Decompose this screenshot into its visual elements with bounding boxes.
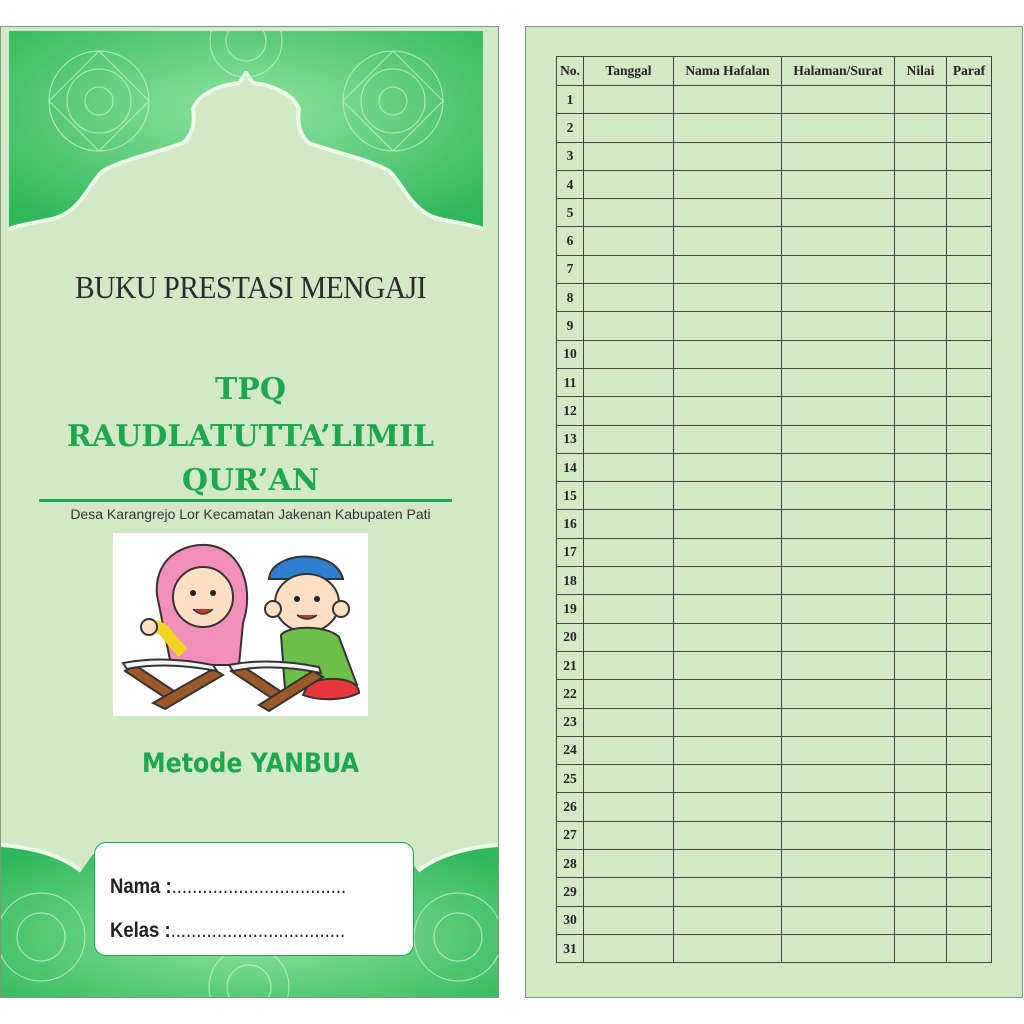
date-cell[interactable] — [584, 199, 674, 227]
memorization-cell[interactable] — [674, 736, 782, 764]
table-row — [557, 340, 992, 368]
page-surah-cell[interactable] — [782, 227, 895, 255]
page-surah-cell[interactable] — [782, 142, 895, 170]
memorization-cell[interactable] — [674, 934, 782, 962]
row-number: 3 — [557, 142, 584, 170]
score-cell[interactable] — [895, 595, 947, 623]
header-score: Nilai — [895, 57, 947, 86]
memorization-cell[interactable] — [674, 567, 782, 595]
school-name-line-2: RAUDLATUTTA’LIMIL — [66, 419, 435, 454]
score-cell[interactable] — [895, 736, 947, 764]
row-number: 22 — [557, 680, 584, 708]
table-row — [557, 850, 992, 878]
row-number: 20 — [557, 623, 584, 651]
memorization-cell[interactable] — [674, 821, 782, 849]
table-row — [557, 736, 992, 764]
class-field-row[interactable] — [110, 919, 345, 943]
memorization-cell[interactable] — [674, 850, 782, 878]
name-blank: .................................. — [171, 875, 347, 898]
table-row — [557, 227, 992, 255]
memorization-cell[interactable] — [674, 170, 782, 198]
score-cell[interactable] — [895, 255, 947, 283]
signature-cell[interactable] — [947, 708, 992, 736]
signature-cell[interactable] — [947, 906, 992, 934]
page-surah-cell[interactable] — [782, 368, 895, 396]
table-row — [557, 368, 992, 396]
page-surah-cell[interactable] — [782, 255, 895, 283]
date-cell[interactable] — [584, 86, 674, 114]
signature-cell[interactable] — [947, 397, 992, 425]
memorization-cell[interactable] — [674, 906, 782, 934]
page-surah-cell[interactable] — [782, 651, 895, 679]
signature-cell[interactable] — [947, 368, 992, 396]
student-identity-box — [94, 842, 414, 956]
children-reading-quran-illustration — [113, 533, 368, 716]
date-cell[interactable] — [584, 567, 674, 595]
row-number: 16 — [557, 510, 584, 538]
row-number: 11 — [557, 368, 584, 396]
row-number: 18 — [557, 567, 584, 595]
date-cell[interactable] — [584, 906, 674, 934]
score-cell[interactable] — [895, 284, 947, 312]
page-surah-cell[interactable] — [782, 680, 895, 708]
table-row — [557, 170, 992, 198]
header-memorization: Nama Hafalan — [674, 57, 782, 86]
signature-cell[interactable] — [947, 567, 992, 595]
memorization-cell[interactable] — [674, 482, 782, 510]
score-cell[interactable] — [895, 170, 947, 198]
page-surah-cell[interactable] — [782, 934, 895, 962]
memorization-cell[interactable] — [674, 708, 782, 736]
score-cell[interactable] — [895, 510, 947, 538]
table-row — [557, 651, 992, 679]
date-cell[interactable] — [584, 595, 674, 623]
date-cell[interactable] — [584, 765, 674, 793]
table-header-row — [557, 57, 992, 86]
memorization-cell[interactable] — [674, 199, 782, 227]
row-number: 25 — [557, 765, 584, 793]
school-name-line-1: TPQ — [214, 372, 286, 407]
date-cell[interactable] — [584, 934, 674, 962]
signature-cell[interactable] — [947, 142, 992, 170]
header-page-surah: Halaman/Surat — [782, 57, 895, 86]
class-label: Kelas : — [110, 919, 171, 942]
table-row — [557, 284, 992, 312]
table-row — [557, 425, 992, 453]
signature-cell[interactable] — [947, 538, 992, 566]
book-title: BUKU PRESTASI MENGAJI — [74, 269, 427, 305]
mosque-arch-ornament — [9, 31, 483, 233]
score-cell[interactable] — [895, 368, 947, 396]
signature-cell[interactable] — [947, 312, 992, 340]
table-row — [557, 199, 992, 227]
row-number: 13 — [557, 425, 584, 453]
row-number: 6 — [557, 227, 584, 255]
method-label: Metode YANBUA — [141, 748, 360, 779]
date-cell[interactable] — [584, 482, 674, 510]
date-cell[interactable] — [584, 821, 674, 849]
table-row — [557, 142, 992, 170]
signature-cell[interactable] — [947, 651, 992, 679]
memorization-cell[interactable] — [674, 397, 782, 425]
date-cell[interactable] — [584, 114, 674, 142]
table-row — [557, 114, 992, 142]
page-surah-cell[interactable] — [782, 425, 895, 453]
page-surah-cell[interactable] — [782, 793, 895, 821]
score-cell[interactable] — [895, 482, 947, 510]
score-cell[interactable] — [895, 397, 947, 425]
memorization-cell[interactable] — [674, 765, 782, 793]
date-cell[interactable] — [584, 623, 674, 651]
table-row — [557, 623, 992, 651]
record-page — [525, 26, 1023, 998]
signature-cell[interactable] — [947, 284, 992, 312]
page-surah-cell[interactable] — [782, 312, 895, 340]
memorization-cell[interactable] — [674, 312, 782, 340]
memorization-cell[interactable] — [674, 114, 782, 142]
signature-cell[interactable] — [947, 86, 992, 114]
signature-cell[interactable] — [947, 850, 992, 878]
date-cell[interactable] — [584, 397, 674, 425]
school-address: Desa Karangrejo Lor Kecamatan Jakenan Kabupaten Pati — [70, 506, 431, 522]
memorization-cell[interactable] — [674, 368, 782, 396]
table-row — [557, 906, 992, 934]
header-signature: Paraf — [947, 57, 992, 86]
row-number: 30 — [557, 906, 584, 934]
row-number: 31 — [557, 934, 584, 962]
score-cell[interactable] — [895, 765, 947, 793]
page-surah-cell[interactable] — [782, 850, 895, 878]
table-row — [557, 482, 992, 510]
table-row — [557, 878, 992, 906]
date-cell[interactable] — [584, 284, 674, 312]
score-cell[interactable] — [895, 850, 947, 878]
date-cell[interactable] — [584, 255, 674, 283]
signature-cell[interactable] — [947, 510, 992, 538]
table-row — [557, 255, 992, 283]
score-cell[interactable] — [895, 623, 947, 651]
memorization-cell[interactable] — [674, 255, 782, 283]
memorization-cell[interactable] — [674, 623, 782, 651]
row-number: 10 — [557, 340, 584, 368]
row-number: 1 — [557, 86, 584, 114]
memorization-cell[interactable] — [674, 538, 782, 566]
name-label: Nama : — [110, 875, 172, 898]
memorization-cell[interactable] — [674, 453, 782, 481]
page-surah-cell[interactable] — [782, 821, 895, 849]
row-number: 12 — [557, 397, 584, 425]
score-cell[interactable] — [895, 538, 947, 566]
signature-cell[interactable] — [947, 878, 992, 906]
row-number: 28 — [557, 850, 584, 878]
page-surah-cell[interactable] — [782, 567, 895, 595]
date-cell[interactable] — [584, 170, 674, 198]
table-row — [557, 793, 992, 821]
page-surah-cell[interactable] — [782, 906, 895, 934]
table-row — [557, 86, 992, 114]
table-row — [557, 680, 992, 708]
score-cell[interactable] — [895, 793, 947, 821]
row-number: 27 — [557, 821, 584, 849]
date-cell[interactable] — [584, 425, 674, 453]
date-cell[interactable] — [584, 538, 674, 566]
memorization-cell[interactable] — [674, 651, 782, 679]
date-cell[interactable] — [584, 312, 674, 340]
score-cell[interactable] — [895, 821, 947, 849]
memorization-cell[interactable] — [674, 227, 782, 255]
header-no: No. — [557, 57, 584, 86]
date-cell[interactable] — [584, 227, 674, 255]
table-row — [557, 595, 992, 623]
memorization-cell[interactable] — [674, 878, 782, 906]
memorization-cell[interactable] — [674, 142, 782, 170]
page-surah-cell[interactable] — [782, 453, 895, 481]
row-number: 14 — [557, 453, 584, 481]
page-surah-cell[interactable] — [782, 878, 895, 906]
row-number: 17 — [557, 538, 584, 566]
signature-cell[interactable] — [947, 680, 992, 708]
page-surah-cell[interactable] — [782, 199, 895, 227]
table-row — [557, 510, 992, 538]
score-cell[interactable] — [895, 114, 947, 142]
school-name-line-3: QUR’AN — [181, 463, 320, 498]
signature-cell[interactable] — [947, 765, 992, 793]
memorization-cell[interactable] — [674, 793, 782, 821]
table-row — [557, 765, 992, 793]
score-cell[interactable] — [895, 425, 947, 453]
score-cell[interactable] — [895, 651, 947, 679]
row-number: 29 — [557, 878, 584, 906]
table-row — [557, 567, 992, 595]
page-surah-cell[interactable] — [782, 482, 895, 510]
date-cell[interactable] — [584, 368, 674, 396]
table-row — [557, 453, 992, 481]
table-row — [557, 538, 992, 566]
signature-cell[interactable] — [947, 595, 992, 623]
memorization-cell[interactable] — [674, 284, 782, 312]
signature-cell[interactable] — [947, 199, 992, 227]
row-number: 19 — [557, 595, 584, 623]
score-cell[interactable] — [895, 878, 947, 906]
table-row — [557, 708, 992, 736]
page-surah-cell[interactable] — [782, 765, 895, 793]
row-number: 26 — [557, 793, 584, 821]
page-surah-cell[interactable] — [782, 86, 895, 114]
page-surah-cell[interactable] — [782, 397, 895, 425]
page-surah-cell[interactable] — [782, 510, 895, 538]
memorization-cell[interactable] — [674, 680, 782, 708]
signature-cell[interactable] — [947, 255, 992, 283]
memorization-cell[interactable] — [674, 595, 782, 623]
page-surah-cell[interactable] — [782, 595, 895, 623]
score-cell[interactable] — [895, 906, 947, 934]
signature-cell[interactable] — [947, 114, 992, 142]
signature-cell[interactable] — [947, 340, 992, 368]
date-cell[interactable] — [584, 680, 674, 708]
header-date: Tanggal — [584, 57, 674, 86]
row-number: 5 — [557, 199, 584, 227]
date-cell[interactable] — [584, 878, 674, 906]
signature-cell[interactable] — [947, 623, 992, 651]
date-cell[interactable] — [584, 510, 674, 538]
row-number: 21 — [557, 651, 584, 679]
signature-cell[interactable] — [947, 453, 992, 481]
date-cell[interactable] — [584, 651, 674, 679]
table-row — [557, 397, 992, 425]
date-cell[interactable] — [584, 142, 674, 170]
row-number: 4 — [557, 170, 584, 198]
score-cell[interactable] — [895, 708, 947, 736]
signature-cell[interactable] — [947, 821, 992, 849]
row-number: 24 — [557, 736, 584, 764]
memorization-cell[interactable] — [674, 510, 782, 538]
score-cell[interactable] — [895, 567, 947, 595]
score-cell[interactable] — [895, 453, 947, 481]
date-cell[interactable] — [584, 708, 674, 736]
score-cell[interactable] — [895, 86, 947, 114]
signature-cell[interactable] — [947, 482, 992, 510]
signature-cell[interactable] — [947, 793, 992, 821]
cover-page — [0, 26, 499, 998]
recitation-log-table — [556, 56, 992, 963]
row-number: 7 — [557, 255, 584, 283]
page-surah-cell[interactable] — [782, 114, 895, 142]
score-cell[interactable] — [895, 227, 947, 255]
memorization-cell[interactable] — [674, 425, 782, 453]
signature-cell[interactable] — [947, 425, 992, 453]
date-cell[interactable] — [584, 453, 674, 481]
date-cell[interactable] — [584, 793, 674, 821]
row-number: 8 — [557, 284, 584, 312]
page-surah-cell[interactable] — [782, 284, 895, 312]
table-row — [557, 821, 992, 849]
page-surah-cell[interactable] — [782, 340, 895, 368]
signature-cell[interactable] — [947, 170, 992, 198]
page-surah-cell[interactable] — [782, 708, 895, 736]
score-cell[interactable] — [895, 934, 947, 962]
signature-cell[interactable] — [947, 736, 992, 764]
score-cell[interactable] — [895, 199, 947, 227]
score-cell[interactable] — [895, 680, 947, 708]
score-cell[interactable] — [895, 312, 947, 340]
row-number: 9 — [557, 312, 584, 340]
name-field-row[interactable] — [110, 875, 346, 899]
signature-cell[interactable] — [947, 227, 992, 255]
date-cell[interactable] — [584, 340, 674, 368]
row-number: 15 — [557, 482, 584, 510]
page-surah-cell[interactable] — [782, 623, 895, 651]
table-row — [557, 312, 992, 340]
score-cell[interactable] — [895, 142, 947, 170]
score-cell[interactable] — [895, 340, 947, 368]
row-number: 23 — [557, 708, 584, 736]
page-surah-cell[interactable] — [782, 736, 895, 764]
date-cell[interactable] — [584, 850, 674, 878]
memorization-cell[interactable] — [674, 86, 782, 114]
page-surah-cell[interactable] — [782, 170, 895, 198]
row-number: 2 — [557, 114, 584, 142]
date-cell[interactable] — [584, 736, 674, 764]
table-body — [557, 86, 992, 963]
memorization-cell[interactable] — [674, 340, 782, 368]
signature-cell[interactable] — [947, 934, 992, 962]
table-row — [557, 934, 992, 962]
divider — [39, 499, 452, 502]
class-blank: .................................. — [170, 919, 346, 942]
page-surah-cell[interactable] — [782, 538, 895, 566]
